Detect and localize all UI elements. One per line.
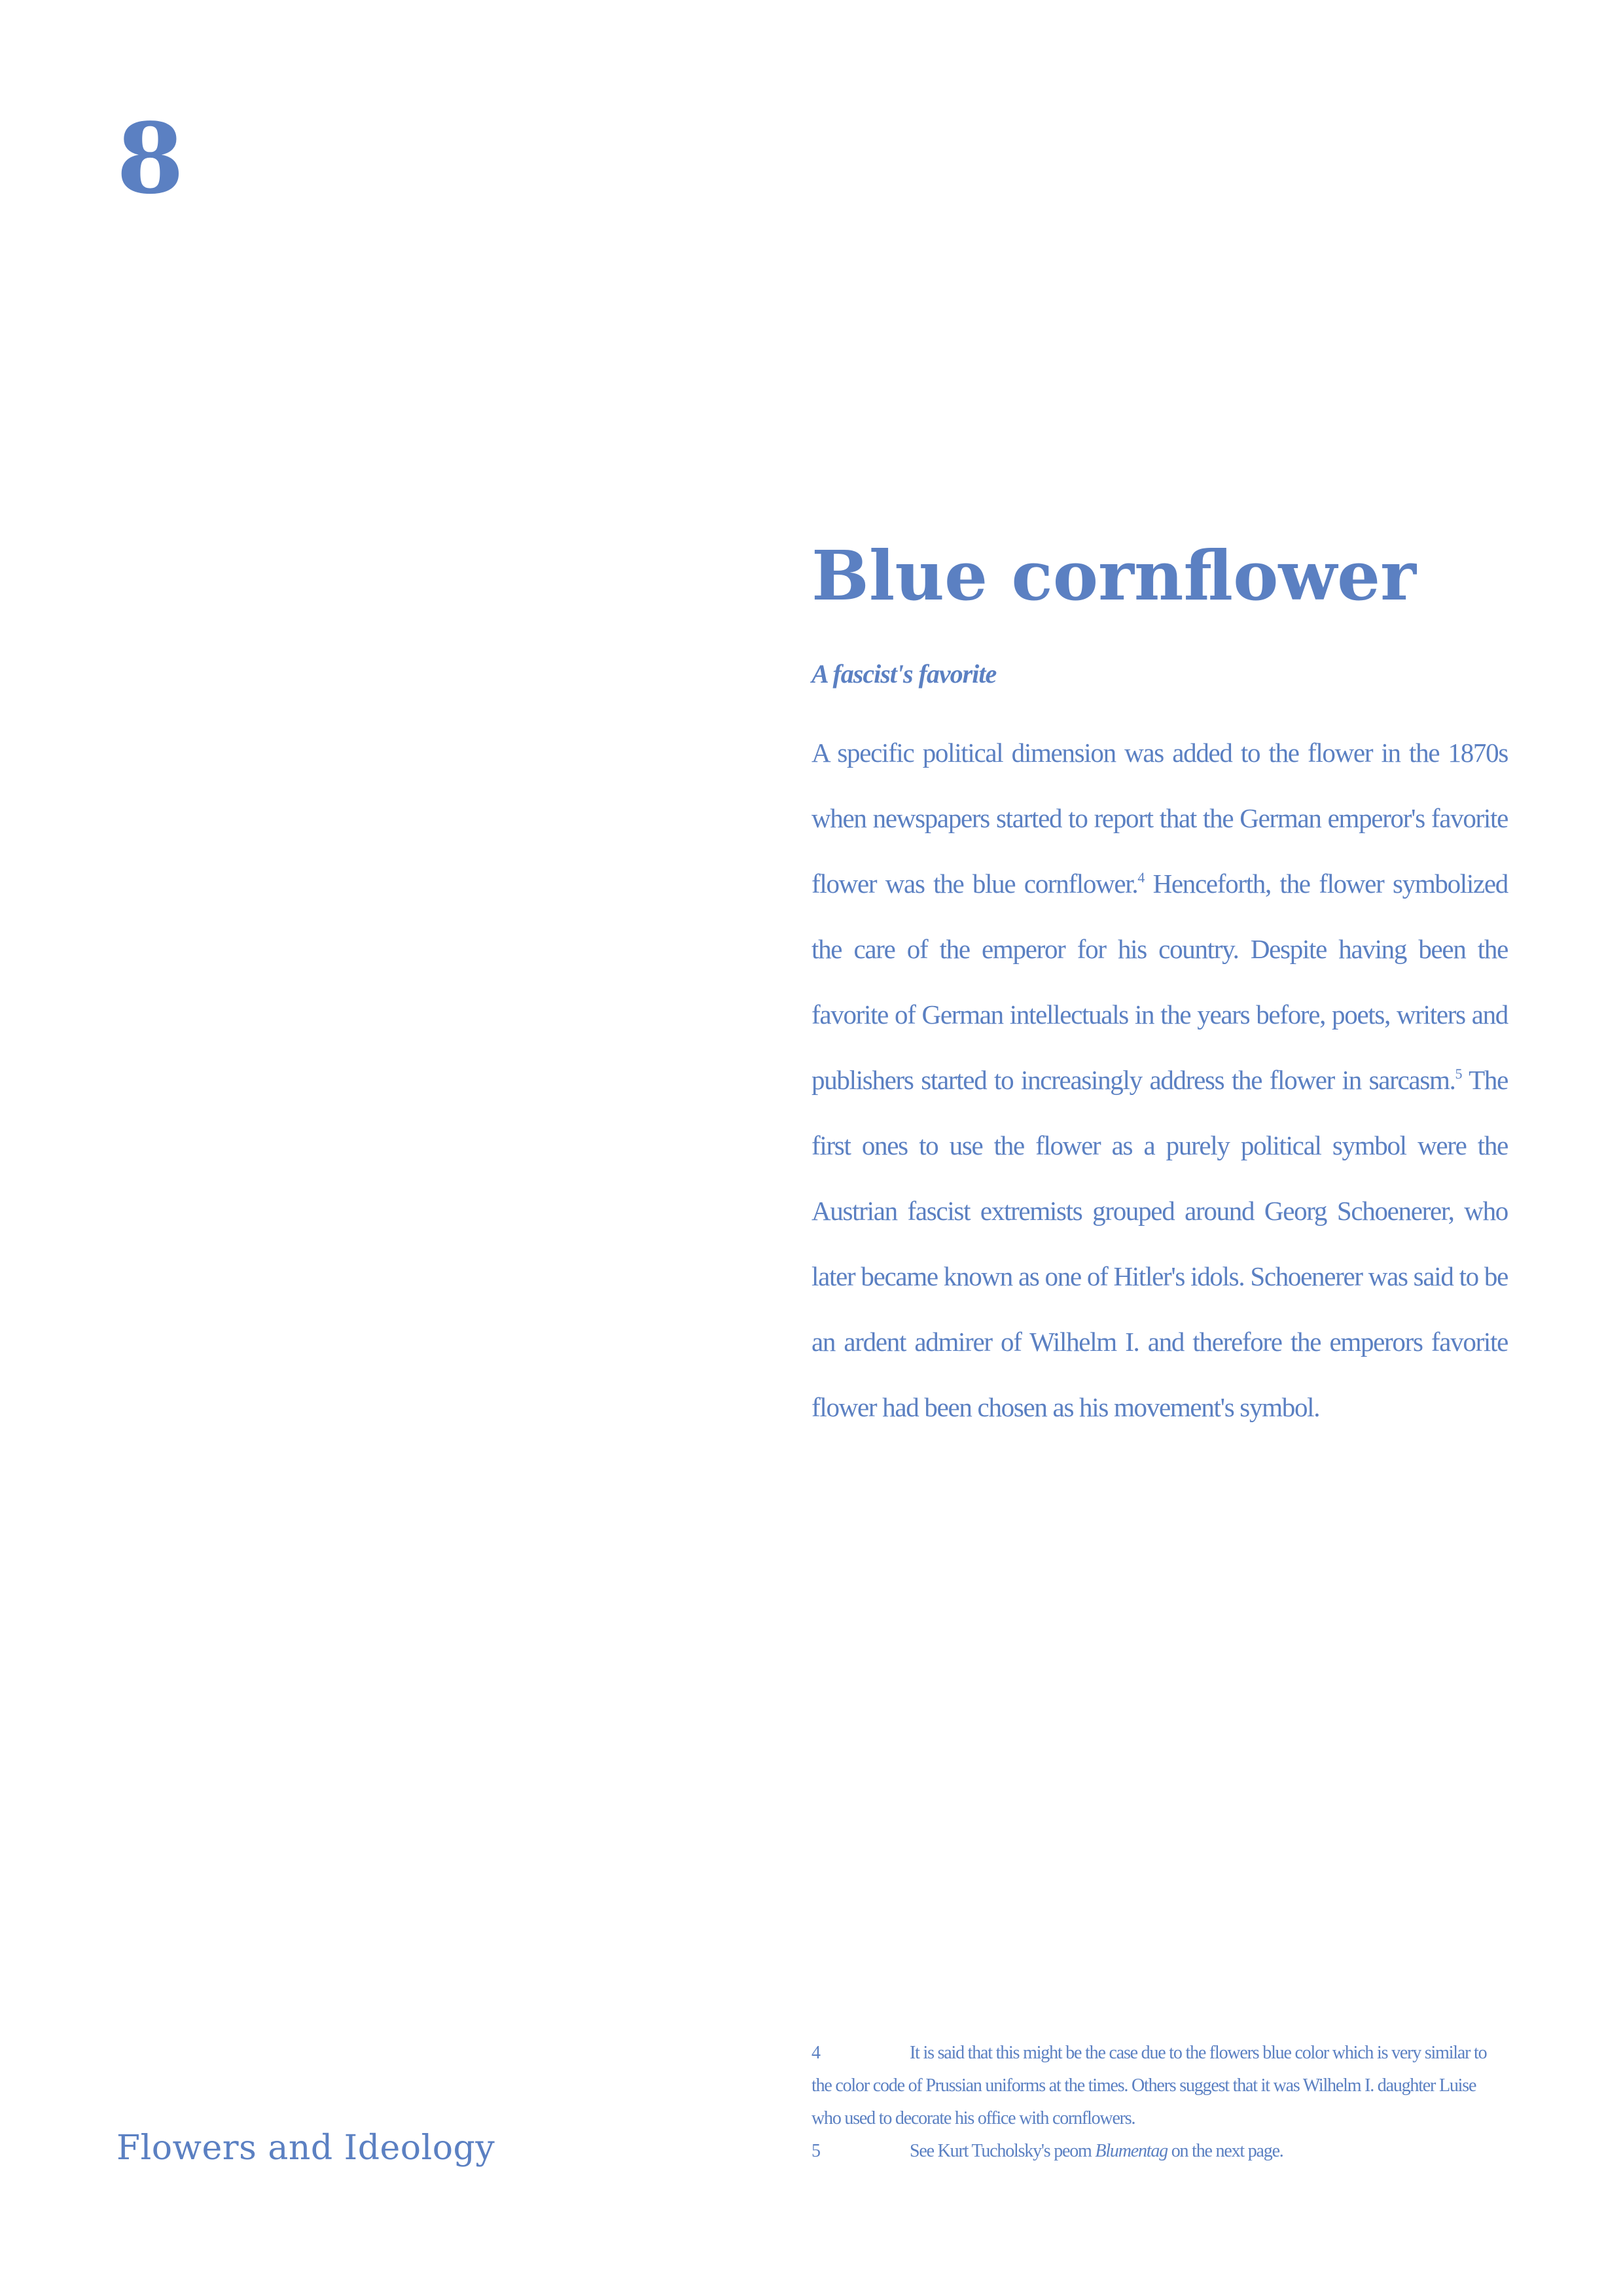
footnote-text: It is said that this might be the case due to the flowers blue color which is very similar to the color code of Prussian uniforms at the times. Others suggest that it was Wilhelm I. daughter Luise who used to decorate his office with cornflowers.: [812, 2043, 1487, 2128]
footnote: [812, 2135, 1508, 2168]
article-title: Blue cornflower: [812, 535, 1416, 616]
body-text-part: The first ones to use the flower as a purely political symbol were the Austrian fascist extremists grouped around Georg Schoenerer, who later became known as one of Hitler's idols. Schoenerer was said to be an ardent admirer of Wilhelm I. and therefore the emperors favorite flower had been chosen as his movement's symbol.: [812, 1065, 1508, 1422]
running-footer: Flowers and Ideology: [116, 2128, 495, 2168]
body-text-part: A specific political dimension was added to the flower in the 1870s when newspapers started to report that the German emperor's favorite flower was the blue cornflower.: [812, 738, 1508, 899]
footnote-reference: 5: [1455, 1066, 1462, 1082]
footnote: [812, 2037, 1508, 2135]
footnotes: [812, 2037, 1508, 2168]
article-body: [812, 720, 1508, 1440]
page-number: 8: [116, 101, 184, 215]
footnote-text: See Kurt Tucholsky's peom: [910, 2141, 1096, 2161]
footnote-poem-title: Blumentag: [1095, 2141, 1168, 2161]
footnote-reference: 4: [1137, 869, 1145, 886]
footnote-number: 4: [812, 2043, 820, 2063]
footnote-text: on the next page.: [1167, 2141, 1283, 2161]
body-text-part: Henceforth, the flower symbolized the care of the emperor for his country. Despite having been the favorite of German intellectuals in the years before, poets, writers and publishers started to increasingly address the flower in sarcasm.: [812, 869, 1508, 1095]
footnote-number: 5: [812, 2141, 820, 2161]
article-subtitle: A fascist's favorite: [812, 659, 997, 689]
